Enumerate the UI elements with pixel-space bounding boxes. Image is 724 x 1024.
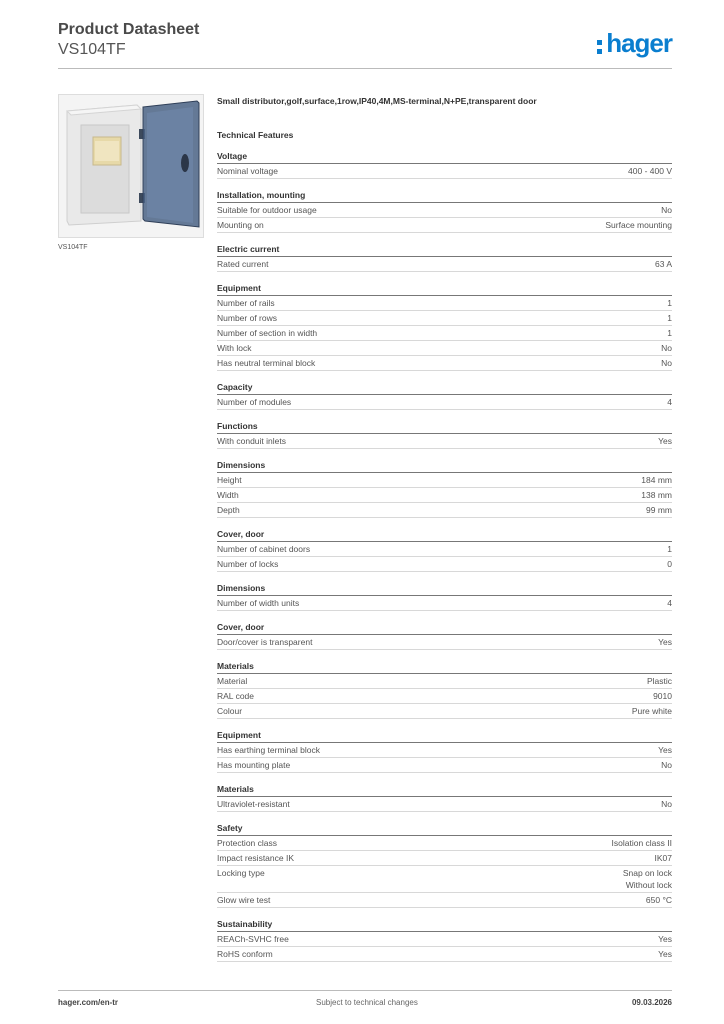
spec-value	[661, 758, 672, 772]
spec-row	[217, 743, 672, 758]
spec-label: Protection class	[217, 838, 277, 848]
spec-label: RoHS conform	[217, 949, 273, 959]
spec-row	[217, 947, 672, 962]
footer-disclaimer: Subject to technical changes	[316, 998, 418, 1007]
spec-label: Has neutral terminal block	[217, 358, 316, 368]
spec-row	[217, 326, 672, 341]
spec-value-line: No	[661, 760, 672, 770]
spec-label: Door/cover is transparent	[217, 637, 313, 647]
spec-value-line: No	[661, 358, 672, 368]
spec-value-line: 9010	[653, 691, 672, 701]
spec-row	[217, 434, 672, 449]
spec-label: Has mounting plate	[217, 760, 291, 770]
feature-group	[217, 582, 672, 611]
spec-value	[641, 473, 672, 487]
spec-row	[217, 893, 672, 908]
group-title: Materials	[217, 660, 672, 674]
spec-label: Number of rails	[217, 298, 275, 308]
spec-row	[217, 395, 672, 410]
footer-date: 09.03.2026	[631, 998, 672, 1007]
spec-value	[661, 341, 672, 355]
spec-value	[658, 947, 672, 961]
spec-value	[667, 395, 672, 409]
spec-value-line: 1	[667, 544, 672, 554]
spec-value	[661, 356, 672, 370]
spec-label: Suitable for outdoor usage	[217, 205, 317, 215]
spec-value	[661, 203, 672, 217]
spec-value-line: No	[661, 205, 672, 215]
spec-value-line: Yes	[658, 436, 672, 446]
feature-groups	[217, 150, 672, 962]
spec-value	[667, 542, 672, 556]
spec-label: RAL code	[217, 691, 255, 701]
group-title: Capacity	[217, 381, 672, 395]
spec-value-line: Yes	[658, 949, 672, 959]
spec-value-line: IK07	[654, 853, 672, 863]
footer-website[interactable]: hager.com/en-tr	[58, 998, 119, 1007]
group-title: Cover, door	[217, 621, 672, 635]
spec-row	[217, 596, 672, 611]
product-description: Small distributor,golf,surface,1row,IP40,4M,MS-terminal,N+PE,transparent door	[217, 96, 537, 106]
group-title: Installation, mounting	[217, 189, 672, 203]
page-title: Product Datasheet	[58, 21, 200, 38]
spec-value	[612, 836, 672, 850]
spec-row	[217, 557, 672, 572]
spec-label: Glow wire test	[217, 895, 271, 905]
spec-row	[217, 473, 672, 488]
spec-value-line: No	[661, 343, 672, 353]
spec-value	[623, 866, 672, 892]
spec-value-line: 138 mm	[641, 490, 672, 500]
spec-value-line: Yes	[658, 934, 672, 944]
spec-label: Material	[217, 676, 248, 686]
spec-value-line: 63 A	[654, 259, 672, 269]
spec-row	[217, 704, 672, 719]
feature-group	[217, 783, 672, 812]
spec-row	[217, 356, 672, 371]
spec-value	[667, 311, 672, 325]
spec-value-line: Yes	[658, 637, 672, 647]
spec-value	[667, 596, 672, 610]
spec-value-line: 0	[667, 559, 672, 569]
image-caption: VS104TF	[58, 244, 88, 251]
spec-value	[646, 893, 672, 907]
group-title: Cover, door	[217, 528, 672, 542]
spec-value-line: 4	[667, 397, 672, 407]
spec-value	[658, 434, 672, 448]
spec-label: Number of cabinet doors	[217, 544, 311, 554]
header-divider	[58, 68, 672, 69]
header	[58, 20, 199, 60]
spec-value-line: Snap on lock	[622, 868, 672, 878]
spec-label: REACh-SVHC free	[217, 934, 289, 944]
spec-row	[217, 851, 672, 866]
spec-value	[667, 326, 672, 340]
spec-label: Has earthing terminal block	[217, 745, 320, 755]
spec-value	[647, 674, 672, 688]
spec-label: With lock	[217, 343, 252, 353]
spec-row	[217, 836, 672, 851]
group-title: Sustainability	[217, 918, 672, 932]
spec-value	[628, 164, 672, 178]
spec-value	[658, 743, 672, 757]
product-image	[58, 94, 204, 238]
spec-label: Number of modules	[217, 397, 292, 407]
technical-features-heading: Technical Features	[217, 130, 294, 140]
spec-row	[217, 503, 672, 518]
spec-label: Number of locks	[217, 559, 279, 569]
spec-value	[653, 689, 672, 703]
feature-group	[217, 621, 672, 650]
feature-group	[217, 822, 672, 908]
logo-dots-icon	[597, 38, 603, 54]
spec-value	[658, 635, 672, 649]
feature-group	[217, 243, 672, 272]
spec-row	[217, 674, 672, 689]
technical-content	[217, 94, 672, 962]
spec-value-line: 99 mm	[646, 505, 672, 515]
spec-label: Width	[217, 490, 239, 500]
spec-row	[217, 866, 672, 893]
feature-group	[217, 150, 672, 179]
feature-group	[217, 528, 672, 572]
group-title: Equipment	[217, 729, 672, 743]
spec-value	[605, 218, 672, 232]
spec-value-line: 1	[667, 298, 672, 308]
spec-row	[217, 932, 672, 947]
spec-value	[632, 704, 672, 718]
feature-group	[217, 918, 672, 962]
spec-row	[217, 488, 672, 503]
spec-value	[646, 503, 672, 517]
feature-group	[217, 729, 672, 773]
spec-label: Impact resistance IK	[217, 853, 295, 863]
spec-row	[217, 635, 672, 650]
hager-logo	[597, 28, 672, 59]
group-title: Materials	[217, 783, 672, 797]
spec-label: Nominal voltage	[217, 166, 278, 176]
spec-label: Height	[217, 475, 242, 485]
spec-row	[217, 797, 672, 812]
group-title: Dimensions	[217, 582, 672, 596]
spec-label: Number of width units	[217, 598, 300, 608]
group-title: Safety	[217, 822, 672, 836]
spec-value-line: Plastic	[646, 676, 672, 686]
spec-value	[667, 296, 672, 310]
feature-group	[217, 189, 672, 233]
spec-value-line: 1	[667, 313, 672, 323]
feature-group	[217, 459, 672, 518]
distribution-box-picture	[59, 95, 203, 237]
spec-value-line: 650 °C	[645, 895, 672, 905]
footer-divider	[58, 990, 672, 991]
spec-value-line: 1	[667, 328, 672, 338]
spec-row	[217, 257, 672, 272]
spec-value-line: Yes	[658, 745, 672, 755]
spec-value-line: Without lock	[625, 880, 672, 890]
spec-row	[217, 296, 672, 311]
group-title: Equipment	[217, 282, 672, 296]
spec-label: With conduit inlets	[217, 436, 286, 446]
spec-value-line: 400 - 400 V	[628, 166, 672, 176]
spec-label: Rated current	[217, 259, 269, 269]
spec-label: Number of section in width	[217, 328, 318, 338]
spec-value-line: Surface mounting	[605, 220, 672, 230]
spec-value-line: Pure white	[631, 706, 672, 716]
group-title: Electric current	[217, 243, 672, 257]
spec-row	[217, 689, 672, 704]
spec-value-line: No	[661, 799, 672, 809]
spec-label: Number of rows	[217, 313, 277, 323]
spec-row	[217, 218, 672, 233]
spec-row	[217, 341, 672, 356]
spec-label: Depth	[217, 505, 240, 515]
spec-label: Colour	[217, 706, 243, 716]
spec-label: Ultraviolet-resistant	[217, 799, 290, 809]
spec-value	[661, 797, 672, 811]
spec-value	[658, 932, 672, 946]
product-code: VS104TF	[58, 41, 126, 58]
spec-row	[217, 164, 672, 179]
feature-group	[217, 660, 672, 719]
logo-text: hager	[606, 28, 672, 58]
spec-label: Mounting on	[217, 220, 264, 230]
spec-value	[655, 851, 673, 865]
spec-value-line: 4	[667, 598, 672, 608]
feature-group	[217, 282, 672, 371]
spec-row	[217, 758, 672, 773]
feature-group	[217, 381, 672, 410]
spec-value-line: Isolation class II	[611, 838, 672, 848]
spec-label: Locking type	[217, 868, 265, 878]
spec-row	[217, 542, 672, 557]
spec-value	[641, 488, 672, 502]
spec-row	[217, 203, 672, 218]
feature-group	[217, 420, 672, 449]
group-title: Voltage	[217, 150, 672, 164]
spec-value-line: 184 mm	[641, 475, 672, 485]
spec-value	[655, 257, 672, 271]
spec-row	[217, 311, 672, 326]
group-title: Functions	[217, 420, 672, 434]
group-title: Dimensions	[217, 459, 672, 473]
spec-value	[667, 557, 672, 571]
